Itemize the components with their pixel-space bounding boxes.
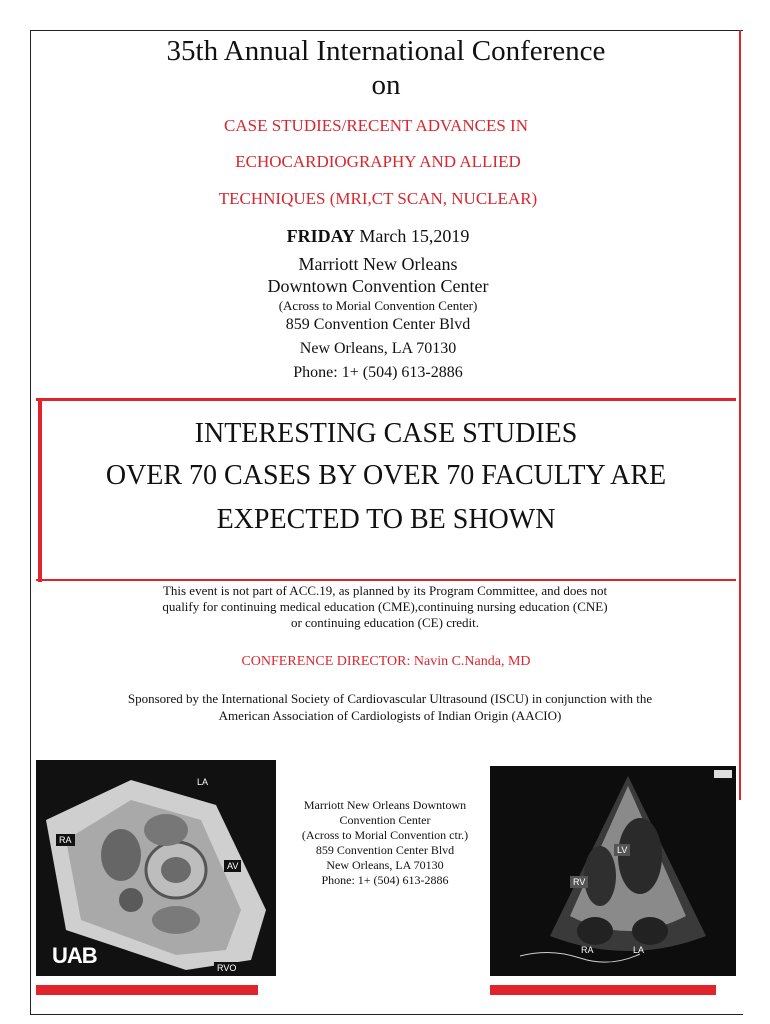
venue-box [280, 798, 490, 888]
venue-box-line-4: 859 Convention Center Blvd [315, 843, 455, 857]
disclaimer [80, 583, 690, 631]
topic-line-2: ECHOCARDIOGRAPHY AND ALLIED [235, 152, 521, 171]
venue-across: (Across to Morial Convention Center) [278, 298, 478, 313]
venue-box-line-1: Marriott New Orleans Downtown [303, 798, 467, 812]
highlight-line-1: INTERESTING CASE STUDIES [194, 418, 578, 449]
sponsor-text [70, 690, 710, 724]
label-lv: LV [614, 844, 630, 856]
venue-city: New Orleans, LA 70130 [299, 340, 457, 357]
highlight-box-top-border [36, 398, 736, 401]
highlight-line-2: OVER 70 CASES BY OVER 70 FACULTY ARE [105, 460, 667, 491]
red-bar-right [490, 985, 716, 995]
disclaimer-line-3: or continuing education (CE) credit. [290, 615, 480, 630]
sponsor-line-1: Sponsored by the International Society of Cardiovascular Ultrasound (ISCU) in conjunction with the [127, 691, 653, 706]
label-rvo: RVO [214, 962, 239, 974]
label-ra: RA [56, 834, 75, 846]
uab-logo: UAB [52, 943, 97, 968]
conference-director: CONFERENCE DIRECTOR: Navin C.Nanda, MD [241, 654, 531, 669]
event-date [22, 226, 734, 247]
topic-line-1: CASE STUDIES/RECENT ADVANCES IN [224, 116, 528, 135]
echo-image-apical-graphic [490, 766, 736, 976]
venue-line-2: Downtown Convention Center [267, 276, 489, 296]
venue-phone: Phone: 1+ (504) 613-2886 [293, 364, 463, 381]
venue-box-line-5: New Orleans, LA 70130 [326, 858, 444, 872]
venue-address: 859 Convention Center Blvd [285, 316, 471, 333]
label-rv: RV [570, 876, 588, 888]
venue-line-1: Marriott New Orleans [298, 254, 458, 274]
sponsor-line-2: American Association of Cardiologists of Indian Origin (AACIO) [218, 708, 562, 723]
highlight-box-bottom-border [36, 579, 736, 581]
echo-image-apical [490, 766, 736, 976]
label-ra-echo: RA [581, 945, 594, 955]
label-av: AV [224, 860, 241, 872]
venue-box-line-2: Convention Center [339, 813, 431, 827]
conference-title-on: on [371, 69, 401, 101]
venue-box-line-3: (Across to Morial Convention ctr.) [301, 828, 469, 842]
conference-title: 35th Annual International Conference [166, 35, 606, 67]
disclaimer-line-1: This event is not part of ACC.19, as planned by its Program Committee, and does not [162, 583, 608, 598]
event-day: FRIDAY [286, 226, 355, 246]
highlight-line-3: EXPECTED TO BE SHOWN [216, 504, 556, 535]
label-la: LA [194, 776, 211, 788]
venue-box-line-6: Phone: 1+ (504) 613-2886 [321, 873, 449, 887]
disclaimer-line-2: qualify for continuing medical education (CME),continuing nursing education (CNE) [162, 599, 608, 614]
label-la-echo: LA [633, 945, 645, 955]
event-date-text: March 15,2019 [359, 226, 470, 246]
red-rule-right [739, 30, 741, 800]
red-bar-left [36, 985, 258, 995]
topic-line-3: TECHNIQUES (MRI,CT SCAN, NUCLEAR) [218, 189, 538, 208]
